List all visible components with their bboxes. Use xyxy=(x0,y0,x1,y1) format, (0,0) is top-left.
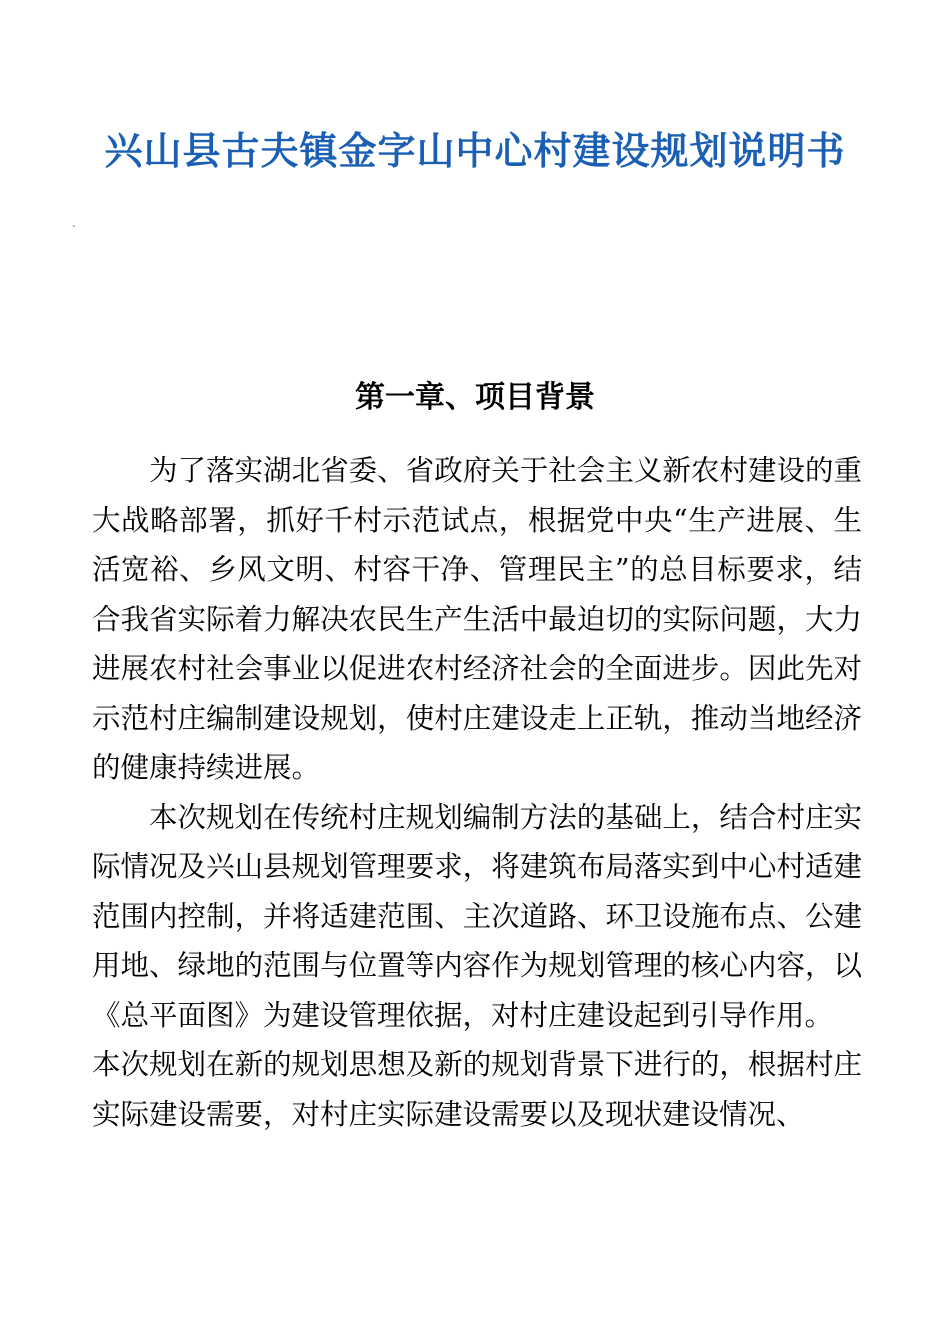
document-title: 兴山县古夫镇金字山中心村建设规划说明书 xyxy=(104,129,846,173)
paragraph-3: 本次规划在新的规划思想及新的规划背景下进行的，根据村庄实际建设需要，对村庄实际建设需要以及现状建设情况、 xyxy=(92,1048,862,1131)
chapter-heading: 第一章、项目背景 xyxy=(355,380,595,415)
body-text xyxy=(92,446,862,1139)
scan-speck xyxy=(73,225,75,227)
paragraph-1: 为了落实湖北省委、省政府关于社会主义新农村建设的重大战略部署，抓好千村示范试点，根据党中央“生产进展、生活宽裕、乡风文明、村容干净、管理民主”的总目标要求，结合我省实际着力解决农民生产生活中最迫切的实际问题，大力进展农村社会事业以促进农村经济社会的全面进步。因此先对示范村庄编制建设规划，使村庄建设走上正轨，推动当地经济的健康持续进展。 xyxy=(92,454,862,784)
paragraph-2: 本次规划在传统村庄规划编制方法的基础上，结合村庄实际情况及兴山县规划管理要求，将建筑布局落实到中心村适建范围内控制，并将适建范围、主次道路、环卫设施布点、公建用地、绿地的范围与位置等内容作为规划管理的核心内容，以《总平面图》为建设管理依据，对村庄建设起到引导作用。 xyxy=(92,800,862,1032)
